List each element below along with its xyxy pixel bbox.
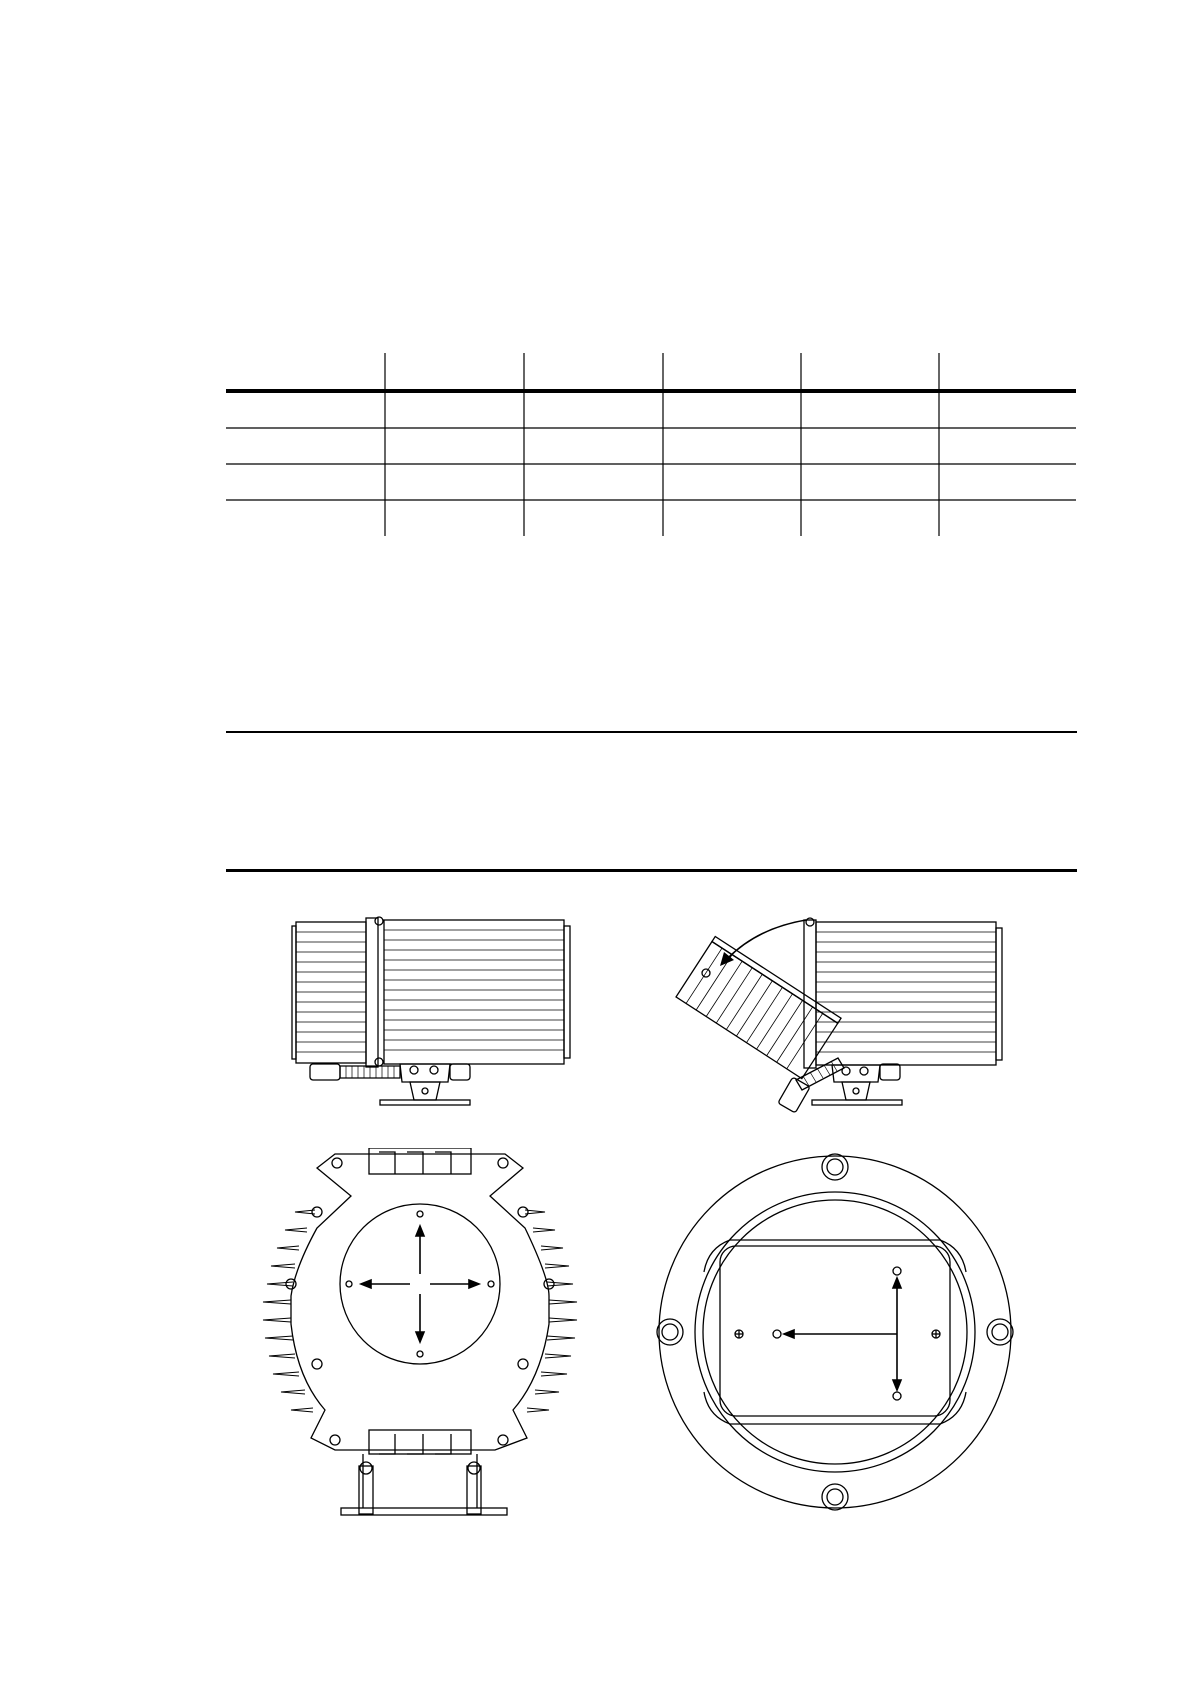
fixture-ring-icon <box>650 1148 1020 1518</box>
rotate-arrow-icon <box>720 920 806 966</box>
fixture-front-icon <box>255 1148 585 1518</box>
adjust-arrows-icon <box>361 1226 479 1342</box>
front-view-bracket <box>255 1148 585 1518</box>
adjust-arrows-icon <box>784 1278 901 1390</box>
fixture-side-icon <box>290 910 610 1110</box>
section-rule-top <box>226 731 1077 733</box>
side-view-open <box>648 910 1028 1130</box>
fixture-hinged-open-icon <box>648 910 1028 1130</box>
spec-table-grid <box>0 0 1191 560</box>
spec-table <box>0 0 1191 560</box>
front-view-ring <box>650 1148 1020 1518</box>
section-rule-bottom <box>226 869 1077 872</box>
side-view-closed <box>290 910 610 1110</box>
